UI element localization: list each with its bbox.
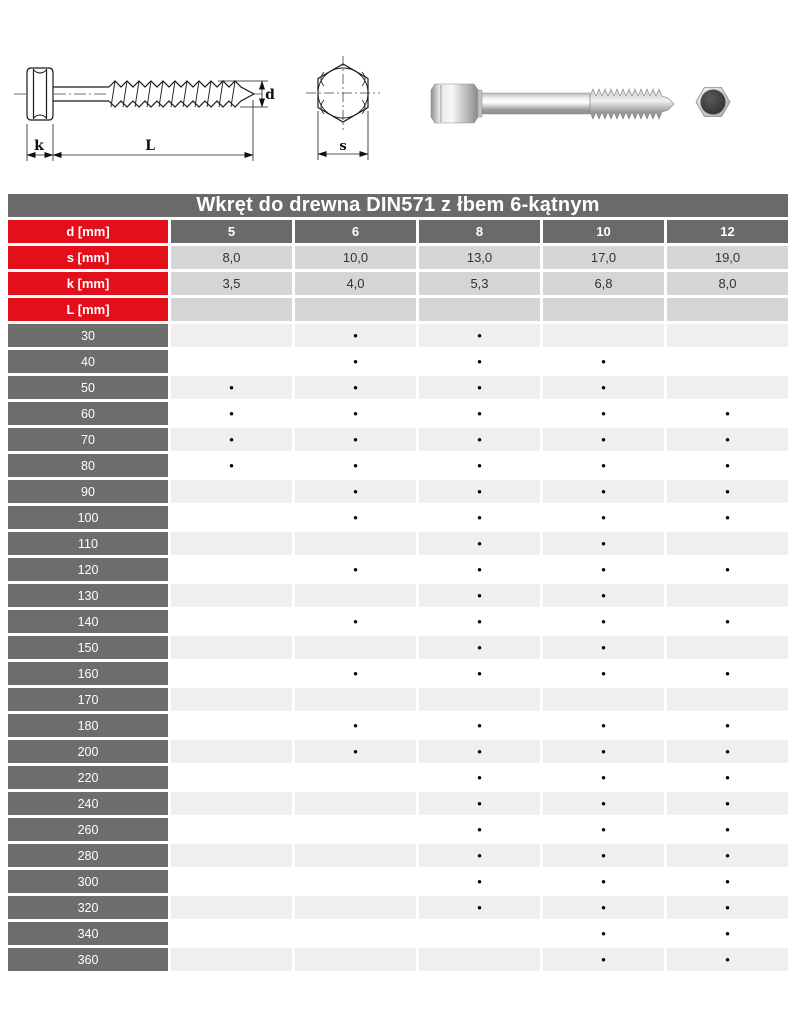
availability-cell [295, 766, 416, 789]
diameter-header-cell: 8 [419, 220, 540, 243]
param-value-cell: 8,0 [171, 246, 292, 269]
length-label: 300 [8, 870, 168, 893]
availability-cell: • [543, 480, 664, 503]
param-value-cell [543, 298, 664, 321]
length-row [8, 376, 788, 399]
length-label: 170 [8, 688, 168, 711]
availability-cell: • [543, 376, 664, 399]
length-label: 90 [8, 480, 168, 503]
param-value-cell: 8,0 [667, 272, 788, 295]
technical-drawings [0, 0, 796, 191]
availability-cell [295, 688, 416, 711]
length-label: 30 [8, 324, 168, 347]
length-label: 360 [8, 948, 168, 971]
diameter-header-cell: 6 [295, 220, 416, 243]
hex-head-front-drawing [306, 56, 380, 160]
param-value-cell: 3,5 [171, 272, 292, 295]
availability-cell: • [295, 402, 416, 425]
length-row [8, 636, 788, 659]
photo-hex-top-center [701, 90, 726, 115]
availability-cell [171, 740, 292, 763]
availability-cell: • [543, 714, 664, 737]
availability-cell [667, 350, 788, 373]
length-row [8, 870, 788, 893]
dim-label-k: k [34, 138, 44, 154]
availability-cell: • [543, 350, 664, 373]
availability-cell: • [295, 506, 416, 529]
availability-cell [667, 688, 788, 711]
availability-cell [171, 766, 292, 789]
availability-cell: • [667, 948, 788, 971]
availability-cell: • [295, 324, 416, 347]
diameter-header-cell: 12 [667, 220, 788, 243]
availability-cell: • [667, 454, 788, 477]
length-row [8, 480, 788, 503]
size-table [5, 191, 791, 974]
diameter-header-cell: 10 [543, 220, 664, 243]
availability-cell: • [667, 922, 788, 945]
availability-cell [667, 376, 788, 399]
length-row [8, 558, 788, 581]
availability-cell: • [419, 844, 540, 867]
availability-cell: • [667, 740, 788, 763]
availability-cell [295, 896, 416, 919]
length-label: 50 [8, 376, 168, 399]
length-label: 340 [8, 922, 168, 945]
param-value-cell [171, 298, 292, 321]
param-label: s [mm] [8, 246, 168, 269]
availability-cell: • [667, 558, 788, 581]
availability-cell: • [419, 584, 540, 607]
availability-cell [295, 844, 416, 867]
availability-cell [171, 792, 292, 815]
availability-cell: • [419, 662, 540, 685]
availability-cell: • [543, 740, 664, 763]
availability-cell [171, 532, 292, 555]
availability-cell [171, 558, 292, 581]
availability-cell: • [171, 428, 292, 451]
availability-cell: • [667, 896, 788, 919]
param-value-cell: 6,8 [543, 272, 664, 295]
length-row [8, 662, 788, 685]
availability-cell [171, 922, 292, 945]
length-label: 200 [8, 740, 168, 763]
availability-cell: • [543, 610, 664, 633]
availability-cell: • [543, 792, 664, 815]
param-label: d [mm] [8, 220, 168, 243]
availability-cell [171, 324, 292, 347]
length-row [8, 350, 788, 373]
availability-cell [295, 792, 416, 815]
availability-cell: • [419, 792, 540, 815]
availability-cell [667, 532, 788, 555]
availability-cell: • [419, 428, 540, 451]
param-value-cell [419, 298, 540, 321]
availability-cell [171, 948, 292, 971]
param-row [8, 298, 788, 321]
length-row [8, 532, 788, 555]
availability-cell: • [295, 350, 416, 373]
availability-cell: • [667, 480, 788, 503]
hex-head-outline [27, 68, 53, 120]
photo-hex-head [431, 84, 478, 123]
length-row [8, 844, 788, 867]
availability-cell: • [419, 480, 540, 503]
availability-cell [171, 610, 292, 633]
availability-cell [295, 922, 416, 945]
availability-cell: • [419, 532, 540, 555]
param-body [8, 220, 788, 321]
availability-cell: • [667, 428, 788, 451]
availability-cell: • [543, 662, 664, 685]
availability-cell: • [419, 714, 540, 737]
param-value-cell: 5,3 [419, 272, 540, 295]
length-row [8, 688, 788, 711]
availability-cell: • [295, 376, 416, 399]
param-label: k [mm] [8, 272, 168, 295]
availability-cell [419, 922, 540, 945]
availability-cell: • [543, 428, 664, 451]
param-value-cell: 4,0 [295, 272, 416, 295]
availability-cell: • [543, 896, 664, 919]
availability-cell: • [419, 376, 540, 399]
availability-cell [171, 714, 292, 737]
availability-cell: • [419, 896, 540, 919]
availability-cell: • [543, 636, 664, 659]
availability-cell: • [419, 636, 540, 659]
availability-cell: • [667, 402, 788, 425]
length-label: 40 [8, 350, 168, 373]
availability-cell [295, 818, 416, 841]
availability-cell [543, 688, 664, 711]
availability-cell: • [419, 766, 540, 789]
param-value-cell: 10,0 [295, 246, 416, 269]
availability-cell [295, 636, 416, 659]
availability-cell: • [419, 558, 540, 581]
length-row [8, 740, 788, 763]
length-label: 60 [8, 402, 168, 425]
length-label: 280 [8, 844, 168, 867]
param-row [8, 246, 788, 269]
availability-cell: • [667, 506, 788, 529]
length-row [8, 428, 788, 451]
availability-cell [295, 532, 416, 555]
availability-cell: • [667, 766, 788, 789]
availability-cell [667, 324, 788, 347]
availability-cell: • [171, 376, 292, 399]
availability-cell: • [171, 402, 292, 425]
length-label: 260 [8, 818, 168, 841]
dim-label-L: L [145, 138, 155, 154]
availability-cell: • [543, 844, 664, 867]
length-row [8, 584, 788, 607]
length-label: 70 [8, 428, 168, 451]
length-row [8, 454, 788, 477]
length-label: 320 [8, 896, 168, 919]
availability-cell [171, 818, 292, 841]
diameter-header-cell: 5 [171, 220, 292, 243]
length-label: 110 [8, 532, 168, 555]
length-row [8, 506, 788, 529]
availability-cell: • [667, 714, 788, 737]
availability-cell: • [295, 454, 416, 477]
dim-label-d: d [265, 87, 275, 103]
length-row [8, 922, 788, 945]
availability-cell [171, 350, 292, 373]
drawings-svg [0, 0, 796, 191]
availability-cell: • [295, 662, 416, 685]
length-row [8, 792, 788, 815]
availability-cell: • [295, 428, 416, 451]
availability-cell: • [543, 766, 664, 789]
availability-cell [171, 844, 292, 867]
availability-cell [295, 584, 416, 607]
availability-cell: • [667, 870, 788, 893]
availability-cell: • [419, 610, 540, 633]
length-body [8, 324, 788, 971]
length-label: 150 [8, 636, 168, 659]
param-value-cell [667, 298, 788, 321]
availability-cell: • [543, 402, 664, 425]
length-label: 220 [8, 766, 168, 789]
availability-cell: • [419, 870, 540, 893]
availability-cell: • [543, 584, 664, 607]
availability-cell [171, 480, 292, 503]
availability-cell: • [543, 558, 664, 581]
availability-cell: • [295, 740, 416, 763]
photo-shank [482, 93, 590, 114]
availability-cell: • [419, 506, 540, 529]
availability-cell: • [419, 818, 540, 841]
availability-cell: • [667, 662, 788, 685]
availability-cell: • [419, 740, 540, 763]
availability-cell: • [667, 792, 788, 815]
availability-cell: • [543, 948, 664, 971]
availability-cell: • [295, 610, 416, 633]
availability-cell: • [543, 506, 664, 529]
availability-cell: • [295, 480, 416, 503]
availability-cell: • [543, 532, 664, 555]
length-row [8, 610, 788, 633]
screw-photo [431, 84, 674, 123]
length-label: 80 [8, 454, 168, 477]
availability-cell [543, 324, 664, 347]
availability-cell [295, 948, 416, 971]
length-label: 100 [8, 506, 168, 529]
availability-cell: • [295, 714, 416, 737]
param-label: L [mm] [8, 298, 168, 321]
table-title: Wkręt do drewna DIN571 z łbem 6-kątnym [8, 194, 788, 217]
availability-cell: • [667, 844, 788, 867]
param-value-cell: 17,0 [543, 246, 664, 269]
screw-side-drawing [14, 68, 275, 161]
dim-label-s: s [339, 139, 347, 154]
length-row [8, 714, 788, 737]
length-label: 160 [8, 662, 168, 685]
availability-cell: • [543, 818, 664, 841]
length-row [8, 766, 788, 789]
param-value-cell: 19,0 [667, 246, 788, 269]
availability-cell [171, 636, 292, 659]
param-row [8, 272, 788, 295]
length-label: 180 [8, 714, 168, 737]
availability-cell [171, 870, 292, 893]
availability-cell [419, 688, 540, 711]
availability-cell [171, 584, 292, 607]
availability-cell: • [543, 922, 664, 945]
availability-cell: • [419, 454, 540, 477]
availability-cell: • [419, 324, 540, 347]
availability-cell: • [295, 558, 416, 581]
param-row [8, 220, 788, 243]
length-label: 130 [8, 584, 168, 607]
length-row [8, 948, 788, 971]
title-row [8, 194, 788, 217]
availability-cell: • [543, 454, 664, 477]
length-label: 240 [8, 792, 168, 815]
hex-head-top-photo [696, 88, 730, 117]
availability-cell [667, 636, 788, 659]
availability-cell [171, 896, 292, 919]
availability-cell [171, 506, 292, 529]
availability-cell: • [419, 350, 540, 373]
length-row [8, 818, 788, 841]
param-value-cell [295, 298, 416, 321]
availability-cell: • [667, 818, 788, 841]
length-label: 120 [8, 558, 168, 581]
availability-cell [667, 584, 788, 607]
hexagon-outline [318, 64, 368, 122]
availability-cell: • [543, 870, 664, 893]
availability-cell [419, 948, 540, 971]
availability-cell: • [171, 454, 292, 477]
availability-cell [171, 688, 292, 711]
thread-outline [109, 81, 254, 107]
length-row [8, 324, 788, 347]
photo-thread [590, 89, 674, 119]
param-value-cell: 13,0 [419, 246, 540, 269]
availability-cell: • [667, 610, 788, 633]
availability-cell [295, 870, 416, 893]
length-row [8, 896, 788, 919]
availability-cell [171, 662, 292, 685]
length-row [8, 402, 788, 425]
availability-cell: • [419, 402, 540, 425]
length-label: 140 [8, 610, 168, 633]
